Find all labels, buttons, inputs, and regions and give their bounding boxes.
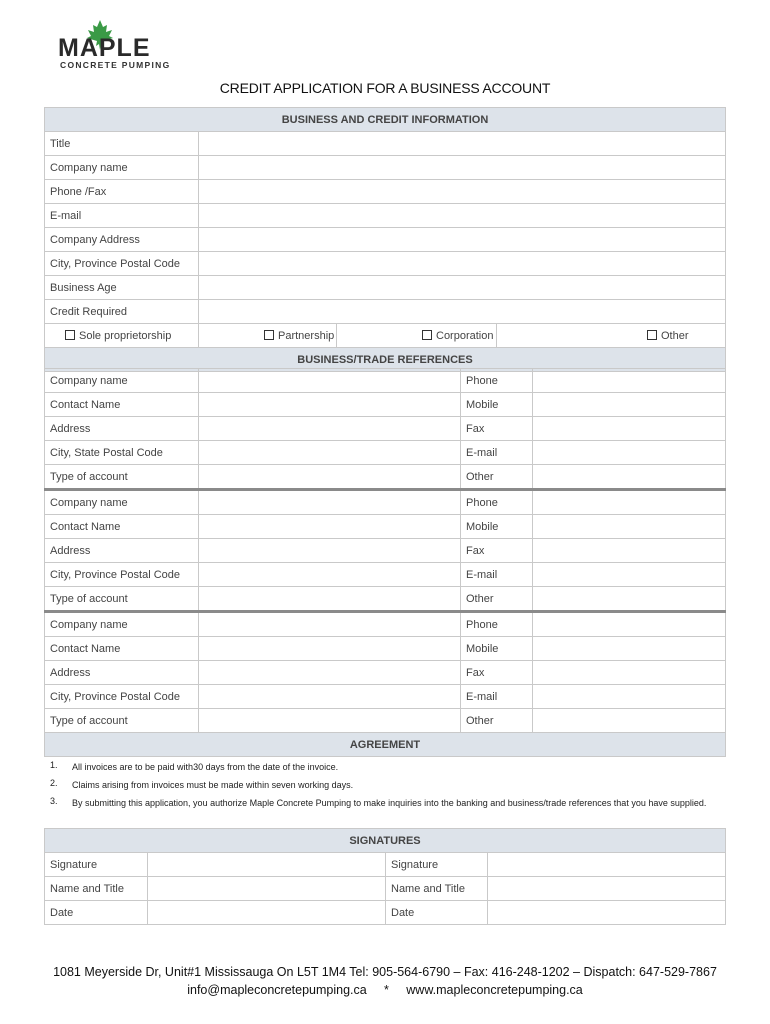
field-label: Type of account (45, 709, 199, 733)
business-info-table (44, 107, 726, 372)
email-input[interactable] (199, 204, 726, 228)
city-province-postal-input[interactable] (199, 252, 726, 276)
checkbox-icon[interactable] (65, 330, 75, 340)
ref1-city-input[interactable] (199, 441, 461, 465)
company-name-input[interactable] (199, 156, 726, 180)
field-label: Company name (45, 612, 199, 637)
ref1-mobile-input[interactable] (533, 393, 726, 417)
signatures-heading: SIGNATURES (45, 829, 726, 853)
field-label: Phone (461, 369, 533, 393)
company-logo (56, 20, 186, 70)
field-label: Type of account (45, 587, 199, 612)
ref1-fax-input[interactable] (533, 417, 726, 441)
phone-fax-input[interactable] (199, 180, 726, 204)
field-label: Mobile (461, 393, 533, 417)
ref1-email-input[interactable] (533, 441, 726, 465)
ref2-contact-input[interactable] (199, 515, 461, 539)
field-label: Company name (45, 156, 199, 180)
checkbox-icon[interactable] (264, 330, 274, 340)
option-other[interactable]: Other (497, 324, 726, 348)
logo-wordmark: MAPLE (58, 34, 151, 62)
field-label: Title (45, 132, 199, 156)
ref3-city-input[interactable] (199, 685, 461, 709)
field-label: Contact Name (45, 393, 199, 417)
date-input-right[interactable] (488, 901, 726, 925)
signature-input-left[interactable] (148, 853, 386, 877)
field-label: E-mail (461, 441, 533, 465)
business-age-input[interactable] (199, 276, 726, 300)
agreement-heading: AGREEMENT (45, 733, 726, 757)
field-label: Name and Title (45, 877, 148, 901)
field-label: Address (45, 417, 199, 441)
ref1-other-input[interactable] (533, 465, 726, 490)
option-corporation[interactable]: Corporation (337, 324, 497, 348)
ref2-mobile-input[interactable] (533, 515, 726, 539)
ref3-email-input[interactable] (533, 685, 726, 709)
field-label: Company name (45, 369, 199, 393)
ref1-phone-input[interactable] (533, 369, 726, 393)
field-label: Date (45, 901, 148, 925)
field-label: Business Age (45, 276, 199, 300)
ref3-fax-input[interactable] (533, 661, 726, 685)
ref1-contact-input[interactable] (199, 393, 461, 417)
ref3-contact-input[interactable] (199, 637, 461, 661)
ref2-fax-input[interactable] (533, 539, 726, 563)
option-sole-proprietorship[interactable]: Sole proprietorship (45, 324, 199, 348)
field-label: Date (386, 901, 488, 925)
checkbox-icon[interactable] (647, 330, 657, 340)
ref3-company-input[interactable] (199, 612, 461, 637)
signature-input-right[interactable] (488, 853, 726, 877)
field-label: Mobile (461, 637, 533, 661)
logo-subtitle: CONCRETE PUMPING (60, 60, 171, 70)
field-label: City, Province Postal Code (45, 563, 199, 587)
field-label: E-mail (461, 685, 533, 709)
field-label: Other (461, 465, 533, 490)
field-label: Other (461, 709, 533, 733)
field-label: Contact Name (45, 637, 199, 661)
references-table (44, 368, 726, 757)
name-title-input-left[interactable] (148, 877, 386, 901)
field-label: City, Province Postal Code (45, 252, 199, 276)
ref3-address-input[interactable] (199, 661, 461, 685)
signatures-table (44, 828, 726, 925)
ref2-company-input[interactable] (199, 490, 461, 515)
field-label: Mobile (461, 515, 533, 539)
field-label: Fax (461, 417, 533, 441)
option-partnership[interactable]: Partnership (199, 324, 337, 348)
title-input[interactable] (199, 132, 726, 156)
ref2-account-type-input[interactable] (199, 587, 461, 612)
checkbox-icon[interactable] (422, 330, 432, 340)
date-input-left[interactable] (148, 901, 386, 925)
field-label: Type of account (45, 465, 199, 490)
ref2-other-input[interactable] (533, 587, 726, 612)
field-label: Company Address (45, 228, 199, 252)
field-label: Signature (45, 853, 148, 877)
field-label: Phone /Fax (45, 180, 199, 204)
footer-address: 1081 Meyerside Dr, Unit#1 Mississauga On L5T 1M4 Tel: 905-564-6790 – Fax: 416-248-1202 – Dispatch: 647-529-7867 (53, 965, 717, 979)
ref1-company-input[interactable] (199, 369, 461, 393)
field-label: Fax (461, 539, 533, 563)
field-label: Address (45, 539, 199, 563)
ref1-address-input[interactable] (199, 417, 461, 441)
field-label: City, State Postal Code (45, 441, 199, 465)
ref2-address-input[interactable] (199, 539, 461, 563)
business-info-heading: BUSINESS AND CREDIT INFORMATION (45, 108, 726, 132)
field-label: E-mail (461, 563, 533, 587)
ref2-phone-input[interactable] (533, 490, 726, 515)
field-label: Contact Name (45, 515, 199, 539)
field-label: Fax (461, 661, 533, 685)
document-title: CREDIT APPLICATION FOR A BUSINESS ACCOUNT (219, 80, 551, 96)
ref3-mobile-input[interactable] (533, 637, 726, 661)
field-label: Name and Title (386, 877, 488, 901)
field-label: Credit Required (45, 300, 199, 324)
ref3-account-type-input[interactable] (199, 709, 461, 733)
references-heading: BUSINESS/TRADE REFERENCES (45, 348, 726, 372)
ref1-account-type-input[interactable] (199, 465, 461, 490)
field-label: E-mail (45, 204, 199, 228)
company-address-input[interactable] (199, 228, 726, 252)
field-label: Phone (461, 490, 533, 515)
ref2-email-input[interactable] (533, 563, 726, 587)
field-label: Company name (45, 490, 199, 515)
ref2-city-input[interactable] (199, 563, 461, 587)
field-label: Signature (386, 853, 488, 877)
name-title-input-right[interactable] (488, 877, 726, 901)
field-label: Address (45, 661, 199, 685)
footer-contact: info@mapleconcretepumping.ca * www.mapleconcretepumping.ca (187, 983, 583, 997)
field-label: City, Province Postal Code (45, 685, 199, 709)
ref3-phone-input[interactable] (533, 612, 726, 637)
credit-required-input[interactable] (199, 300, 726, 324)
field-label: Other (461, 587, 533, 612)
field-label: Phone (461, 612, 533, 637)
ref3-other-input[interactable] (533, 709, 726, 733)
